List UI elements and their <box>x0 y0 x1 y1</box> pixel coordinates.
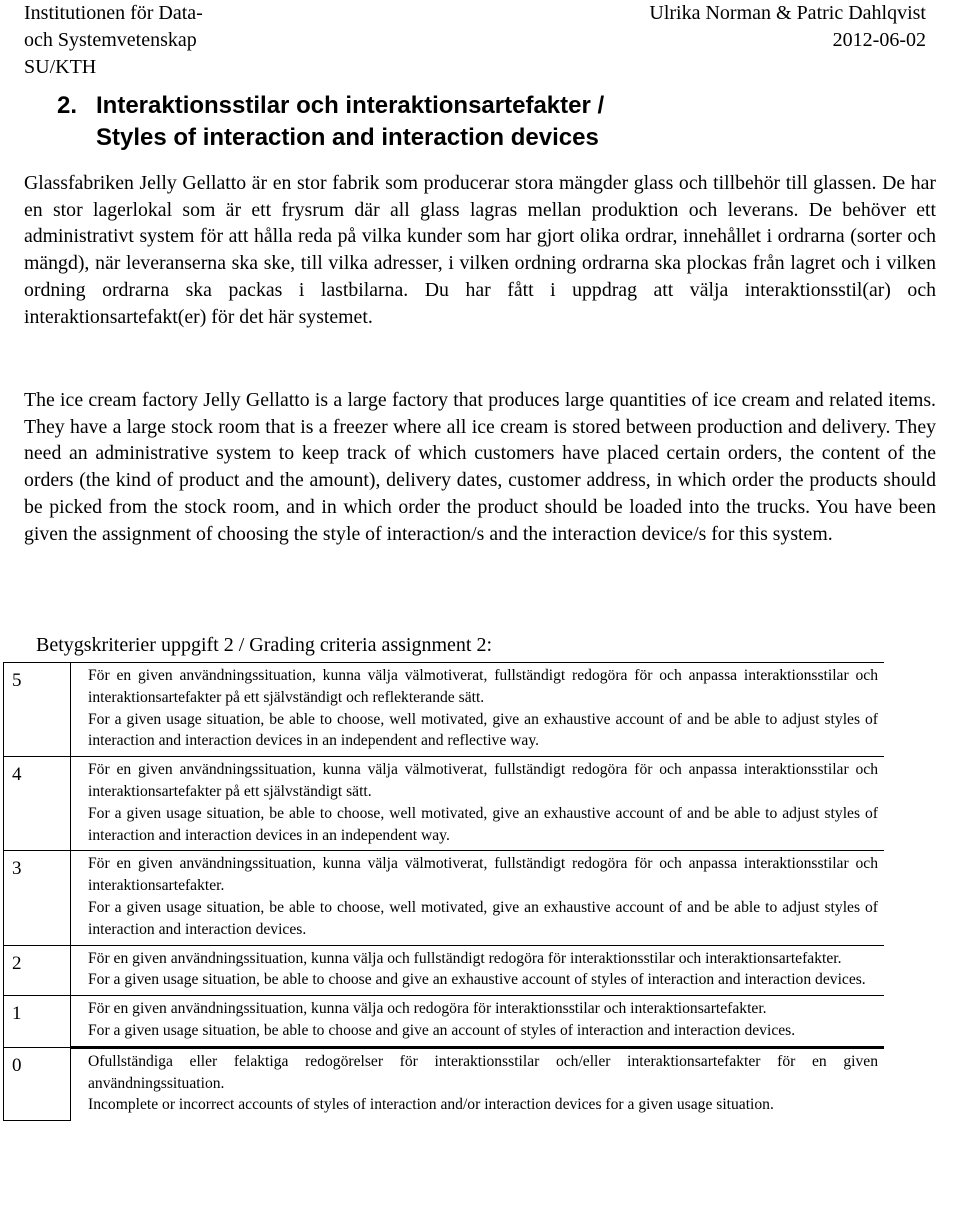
table-row <box>4 1047 885 1120</box>
criterion-english: For a given usage situation, be able to choose and give an account of styles of interaction and interaction devices. <box>88 1021 796 1039</box>
criterion-english: Incomplete or incorrect accounts of styles of interaction and/or interaction devices for a given usage situation. <box>88 1096 774 1114</box>
assignment-number: 2. <box>57 92 78 119</box>
grade-value: 0 <box>4 1047 71 1120</box>
title-english: Styles of interaction and interaction devices <box>96 124 599 151</box>
table-row <box>4 945 885 996</box>
intro-english: The ice cream factory Jelly Gellatto is a large factory that produces large quantities of ice cream and related items. They have a large stock room that is a freezer where all ice cream is stored between production and delivery. They need an administrative system to keep track of which customers have placed certain orders, the content of the orders (the kind of product and the amount), delivery dates, customer address, in which order the products should be picked from the stock room, and in which order the product should be loaded into the trucks. You have been given the assignment of choosing the style of interaction/s and the interaction device/s for this system. <box>24 389 936 545</box>
intro-swedish: Glassfabriken Jelly Gellatto är en stor fabrik som producerar stora mängder glass och tillbehör till glassen. De har en stor lagerlokal som är ett frysrum där all glass lagras mellan produktion och leverans. De behöver ett administrativt system för att hålla reda på vilka kunder som har gjort olika ordrar, innehållet i ordrarna (sorter och mängd), när leveranserna ska ske, till vilka adresser, i vilken ordning ordrarna ska plockas från lagret och i vilken ordning ordrarna ska packas i lastbilarna. Du har fått i uppdrag att välja interaktionsstil(ar) och interaktionsartefakt(er) för det här systemet. <box>24 172 936 328</box>
grade-value: 3 <box>4 851 71 945</box>
grade-value: 1 <box>4 996 71 1048</box>
header-left <box>24 0 203 81</box>
table-row <box>4 663 885 757</box>
table-row <box>4 996 885 1048</box>
grading-criteria-table <box>3 662 884 1121</box>
grade-description <box>71 945 885 996</box>
university-name: SU/KTH <box>24 56 97 78</box>
criterion-english: For a given usage situation, be able to choose, well motivated, give an exhaustive account of and be able to adjust styles of interaction and interaction devices in an independent and reflective way. <box>88 710 878 750</box>
department-name: och Systemvetenskap <box>24 29 197 51</box>
header-right <box>649 0 926 54</box>
criterion-swedish: För en given användningssituation, kunna välja och fullständigt redogöra för interaktionsstilar och interaktionsartefakter. <box>88 949 842 967</box>
table-row <box>4 757 885 851</box>
table-row <box>4 851 885 945</box>
criterion-english: For a given usage situation, be able to choose, well motivated, give an exhaustive account of and be able to adjust styles of interaction and interaction devices in an independent way. <box>88 804 878 844</box>
authors: Ulrika Norman & Patric Dahlqvist <box>649 2 926 24</box>
criterion-english: For a given usage situation, be able to choose, well motivated, give an exhaustive account of and be able to adjust styles of interaction and interaction devices. <box>88 898 878 938</box>
grade-description <box>71 1047 885 1120</box>
grade-value: 2 <box>4 945 71 996</box>
title-swedish: Interaktionsstilar och interaktionsartefakter / <box>96 92 605 119</box>
grade-description <box>71 757 885 851</box>
grade-description <box>71 996 885 1048</box>
grade-value: 5 <box>4 663 71 757</box>
criterion-swedish: För en given användningssituation, kunna välja och redogöra för interaktionsstilar och interaktionsartefakter. <box>88 1000 767 1018</box>
criterion-swedish: För en given användningssituation, kunna välja välmotiverat, fullständigt redogöra för och anpassa interaktionsstilar och interaktionsartefakter på ett självständigt sätt. <box>88 761 878 800</box>
institution-name: Institutionen för Data- <box>24 2 203 24</box>
assignment-title <box>57 90 604 154</box>
criterion-english: For a given usage situation, be able to choose and give an exhaustive account of styles of interaction and interaction devices. <box>88 971 866 989</box>
document-date: 2012-06-02 <box>832 29 926 51</box>
grade-description <box>71 851 885 945</box>
criterion-swedish: Ofullständiga eller felaktiga redogörelser för interaktionsstilar och/eller interaktionsartefakter för en given användningssituation. <box>88 1052 878 1092</box>
criterion-swedish: För en given användningssituation, kunna välja välmotiverat, fullständigt redogöra för och anpassa interaktionsstilar och interaktionsartefakter på ett självständigt och reflekterande sätt. <box>88 667 878 706</box>
grade-value: 4 <box>4 757 71 851</box>
grade-description <box>71 663 885 757</box>
criterion-swedish: För en given användningssituation, kunna välja välmotiverat, fullständigt redogöra för och anpassa interaktionsstilar och interaktionsartefakter. <box>88 855 878 895</box>
criteria-heading: Betygskriterier uppgift 2 / Grading criteria assignment 2: <box>36 634 492 656</box>
